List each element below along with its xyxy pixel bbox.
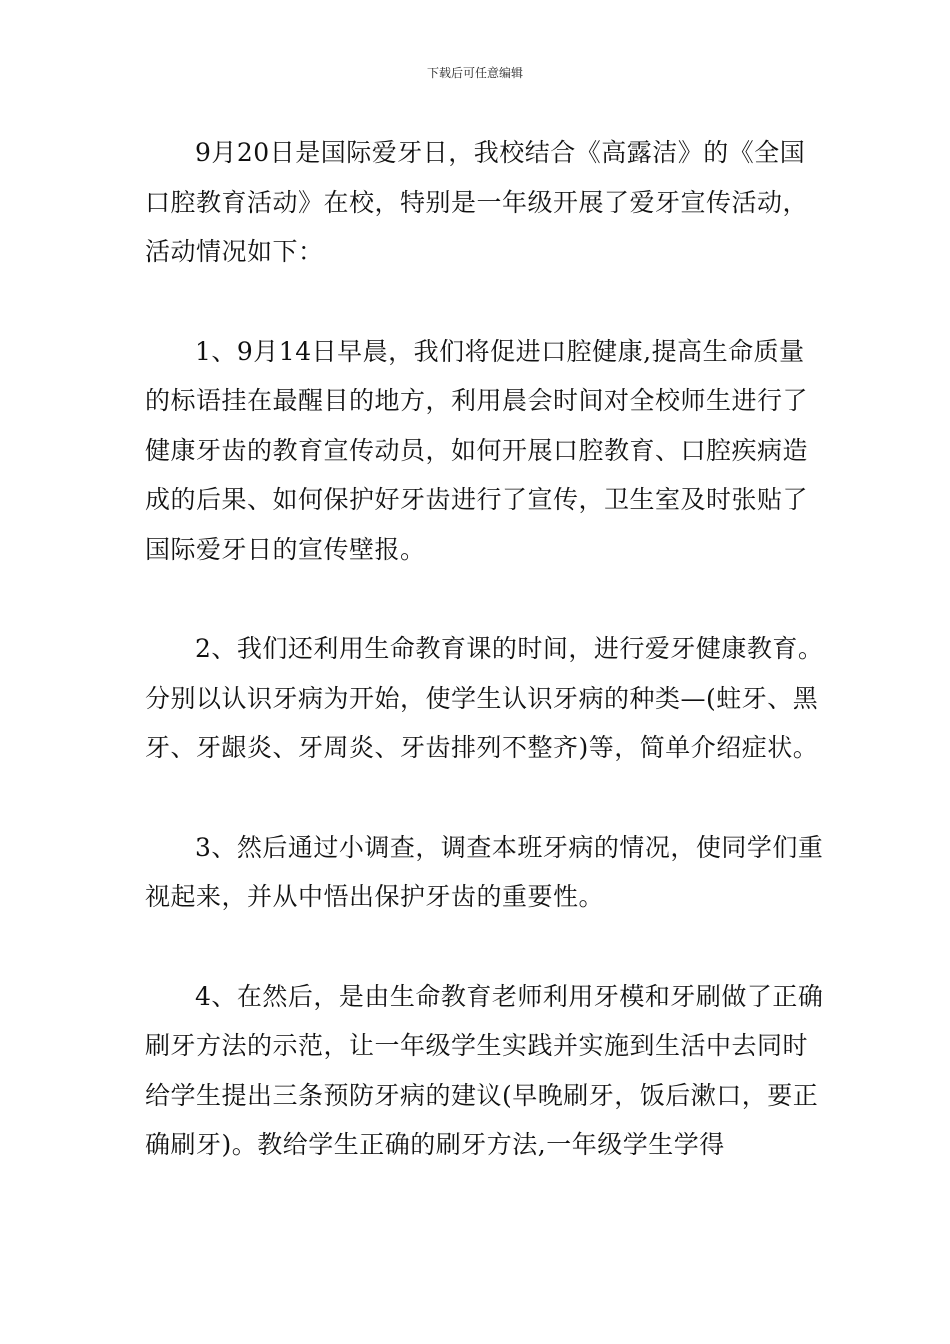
paragraph-intro: 9月20日是国际爱牙日，我校结合《高露洁》的《全国口腔教育活动》在校，特别是一年级开展了爱牙宣传活动，活动情况如下： [145,138,809,266]
paragraph-item-1: 1、9月14日早晨，我们将促进口腔健康,提高生命质量的标语挂在最醒目的地方，利用晨会时间对全校师生进行了健康牙齿的教育宣传动员，如何开展口腔教育、口腔疾病造成的后果、如何保护好牙齿进行了宣传，卫生室及时张贴了国际爱牙日的宣传壁报。 [145,336,809,564]
paragraph-item-4: 4、在然后，是由生命教育老师利用牙模和牙刷做了正确刷牙方法的示范，让一年级学生实践并实施到生活中去同时给学生提出三条预防牙病的建议(早晚刷牙，饭后漱口，要正确刷牙)。教给学生正确的刷牙方法,一年级学生学得 [145,981,824,1159]
paragraph-item-3: 3、然后通过小调查，调查本班牙病的情况，使同学们重视起来，并从中悟出保护牙齿的重要性。 [145,832,824,911]
header-note: 下载后可任意编辑 [426,66,523,80]
paragraph-item-2: 2、我们还利用生命教育课的时间，进行爱牙健康教育。分别以认识牙病为开始，使学生认识牙病的种类—(蛀牙、黑牙、牙龈炎、牙周炎、牙齿排列不整齐)等，简单介绍症状。 [145,634,824,762]
document-body [145,128,825,1170]
